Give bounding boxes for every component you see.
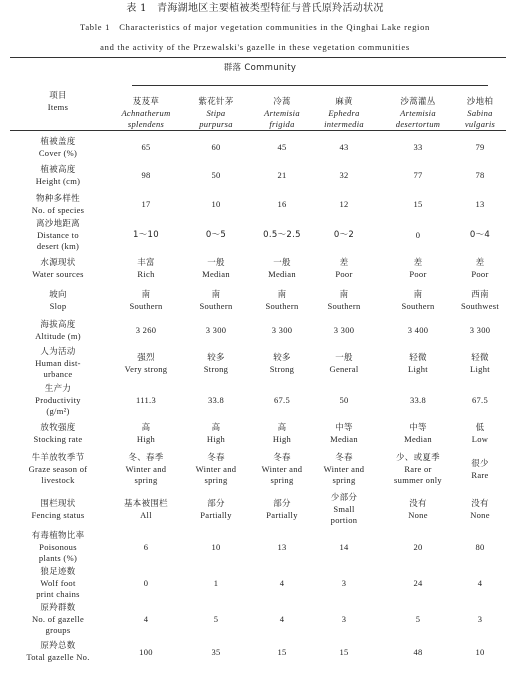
row-label [4, 567, 112, 600]
row-label-line: 离沙地距离 [35, 219, 80, 229]
row-label [4, 194, 112, 216]
table-cell-line: spring [270, 475, 294, 485]
table-cell-line: 67.5 [471, 395, 489, 405]
table-cell-line: Winter and [323, 464, 365, 474]
row-label-line: (g/m²) [46, 406, 70, 416]
row-label [4, 453, 112, 486]
table-cell-line: 3 400 [407, 325, 429, 335]
table-cell-line: 50 [211, 170, 221, 180]
row-label-line: 物种多样性 [35, 194, 80, 204]
table-cell-line: 3 [477, 614, 483, 624]
table-cell-line: 48 [413, 647, 423, 657]
community-underline-rule [132, 85, 488, 86]
table-cell [443, 542, 510, 553]
table-cell-line: 32 [339, 170, 349, 180]
table-cell-line: 4 [279, 614, 285, 624]
table-top-rule [10, 57, 506, 58]
table-cell-line: Poor [335, 269, 353, 279]
column-header [307, 97, 381, 130]
row-label-line: Height (cm) [35, 176, 81, 186]
table-cell-line: None [470, 510, 490, 520]
table-cell-line: Winter and [125, 464, 167, 474]
table-cell-line: 16 [277, 199, 287, 209]
row-label-line: 水源现状 [40, 258, 76, 268]
table-cell [307, 170, 381, 181]
table-cell-line: 0～5 [205, 230, 227, 240]
row-label-line: 坡向 [49, 290, 67, 300]
table-cell-line: Southwest [460, 301, 500, 311]
table-cell [443, 459, 510, 481]
table-cell-line: 3 300 [205, 325, 227, 335]
row-label [4, 290, 112, 312]
table-cell-line: 15 [339, 647, 349, 657]
row-label-line: No. of species [31, 205, 85, 215]
table-cell [179, 614, 253, 625]
table-cell-line: 80 [475, 542, 485, 552]
items-header-line: Items [47, 102, 69, 112]
row-label-line: 生产力 [44, 384, 72, 394]
table-cell-line: All [140, 510, 152, 520]
table-cell-line: 45 [277, 142, 287, 152]
table-cell-line: 77 [413, 170, 423, 180]
table-cell-line: Small [333, 504, 355, 514]
table-cell-line: 很少 [471, 459, 489, 469]
table-cell-line: portion [330, 515, 358, 525]
table-cell [307, 290, 381, 312]
community-header: 群落 Community [223, 63, 297, 73]
table-cell-line: 24 [413, 578, 423, 588]
table-cell [443, 578, 510, 589]
table-cell [443, 290, 510, 312]
table-cell [179, 647, 253, 658]
table-cell [179, 453, 253, 486]
table-cell-line: Light [470, 364, 490, 374]
column-header-line: splendens [127, 119, 165, 129]
table-cell [109, 170, 183, 181]
table-cell-line: 3 300 [469, 325, 491, 335]
table-title-zh: 表 1 青海湖地区主要植被类型特征与普氏原羚活动状况 [126, 3, 384, 14]
table-cell-line: 3 [341, 614, 347, 624]
table-cell [307, 258, 381, 280]
row-label-line: Poisonous [39, 542, 77, 552]
table-cell-line: 冬、春季 [128, 453, 164, 463]
row-label-line: groups [45, 625, 71, 635]
table-cell-line: None [408, 510, 428, 520]
table-cell [307, 325, 381, 336]
table-cell-line: 1～10 [133, 230, 159, 240]
row-label-line: 原羚群数 [40, 603, 76, 613]
row-label [4, 641, 112, 663]
row-label-line: 狼足迹数 [40, 567, 76, 577]
row-label-line: 植被盖度 [40, 137, 76, 147]
column-header-line: vulgaris [464, 119, 496, 129]
table-cell-line: 轻微 [409, 353, 427, 363]
column-header [443, 97, 510, 130]
row-label-line: Fencing status [31, 510, 85, 520]
table-cell-line: 21 [277, 170, 287, 180]
row-label-line: 人为活动 [40, 347, 76, 357]
table-cell-line: 0～4 [469, 230, 491, 240]
table-cell-line: 南 [277, 290, 287, 300]
table-cell-line: 17 [141, 199, 151, 209]
table-cell-line: 1 [213, 578, 219, 588]
table-cell-line: 0～2 [333, 230, 355, 240]
table-cell-line: Very strong [124, 364, 168, 374]
row-label-line: Total gazelle No. [26, 652, 90, 662]
table-caption [0, 2, 510, 54]
table-cell [443, 258, 510, 280]
column-header-line: purpursa [199, 119, 233, 129]
table-cell-line: 丰富 [137, 258, 155, 268]
table-cell [109, 325, 183, 336]
table-cell [443, 353, 510, 375]
table-cell-line: High [272, 434, 292, 444]
table-cell [307, 542, 381, 553]
table-cell-line: 部分 [273, 499, 291, 509]
column-header-line: Achnatherum [121, 108, 171, 118]
row-label [4, 347, 112, 380]
row-label-line: Water sources [32, 269, 84, 279]
table-cell-line: 高 [141, 423, 151, 433]
table-cell-line: Southern [199, 301, 233, 311]
table-cell-line: 14 [339, 542, 349, 552]
table-cell [179, 395, 253, 406]
table-cell-line: 3 260 [135, 325, 157, 335]
row-label-line: 放牧强度 [40, 423, 76, 433]
table-cell-line: 差 [413, 258, 423, 268]
table-cell-line: 4 [143, 614, 149, 624]
column-header-line: 冷蒿 [273, 97, 291, 107]
row-label-line: Distance to [37, 230, 79, 240]
table-cell-line: 33.8 [207, 395, 225, 405]
table-cell-line: 少部分 [330, 493, 358, 503]
table-cell-line: 部分 [207, 499, 225, 509]
row-label [4, 320, 112, 342]
table-cell-line: 5 [213, 614, 219, 624]
table-cell-line: Southern [401, 301, 435, 311]
table-cell-line: 12 [339, 199, 349, 209]
column-header-line: frigida [269, 119, 295, 129]
table-cell-line: 低 [475, 423, 485, 433]
table-cell-line: 78 [475, 170, 485, 180]
column-header [179, 97, 253, 130]
row-label [4, 219, 112, 252]
column-header-line: desertortum [395, 119, 441, 129]
table-cell-line: 15 [413, 199, 423, 209]
table-cell [443, 395, 510, 406]
table-cell-line: 111.3 [136, 395, 156, 405]
table-cell-line: Winter and [195, 464, 237, 474]
table-cell-line: Light [408, 364, 428, 374]
table-cell [443, 499, 510, 521]
table-cell-line: 没有 [409, 499, 427, 509]
row-label-line: Graze season of [28, 464, 88, 474]
table-cell-line: 较多 [207, 353, 225, 363]
table-cell-line: 冬春 [335, 453, 353, 463]
table-cell-line: summer only [394, 475, 442, 485]
table-cell-line: 基本被围栏 [123, 499, 168, 509]
table-cell-line: 较多 [273, 353, 291, 363]
row-label-line: No. of gazelle [31, 614, 85, 624]
table-cell [443, 423, 510, 445]
table-cell [109, 290, 183, 312]
column-header-line: Artemisia [264, 108, 300, 118]
table-cell-line: 43 [339, 142, 349, 152]
table-cell-line: 一般 [335, 353, 353, 363]
table-cell-line: 98 [141, 170, 151, 180]
row-label [4, 258, 112, 280]
row-label [4, 423, 112, 445]
table-cell-line: 50 [339, 395, 349, 405]
table-cell-line: 0.5～2.5 [263, 230, 301, 240]
row-label-line: Cover (%) [38, 148, 78, 158]
column-header-line: 沙蒿灌丛 [400, 97, 436, 107]
table-cell-line: 33 [413, 142, 423, 152]
table-title-en-line1: Table 1 Characteristics of major vegetation communities in the Qinghai Lake region [80, 22, 430, 32]
table-cell-line: Strong [203, 364, 229, 374]
column-header-line: Sabina [467, 108, 493, 118]
table-cell-line: spring [134, 475, 158, 485]
row-label [4, 137, 112, 159]
table-cell [307, 453, 381, 486]
table-cell-line: 冬春 [207, 453, 225, 463]
table-cell [109, 614, 183, 625]
table-cell [307, 578, 381, 589]
table-cell-line: 轻微 [471, 353, 489, 363]
row-label-line: Stocking rate [33, 434, 83, 444]
table-cell [109, 647, 183, 658]
row-label-line: desert (km) [36, 241, 80, 251]
table-cell [109, 423, 183, 445]
table-cell [179, 353, 253, 375]
table-cell-line: 100 [139, 647, 153, 657]
row-label-line: print chains [36, 589, 80, 599]
table-cell-line: 4 [279, 578, 285, 588]
row-label-line: 海拔高度 [40, 320, 76, 330]
table-cell [443, 230, 510, 241]
table-cell-line: 西南 [471, 290, 489, 300]
table-cell-line: Median [404, 434, 432, 444]
table-cell [307, 230, 381, 241]
column-header [109, 97, 183, 130]
table-cell-line: Southern [129, 301, 163, 311]
table-cell-line: Rich [137, 269, 155, 279]
table-cell [109, 499, 183, 521]
row-label [4, 531, 112, 564]
table-cell [307, 353, 381, 375]
table-cell [109, 258, 183, 280]
table-cell-line: Low [471, 434, 489, 444]
table-cell [179, 142, 253, 153]
header-bottom-rule [10, 130, 506, 131]
table-cell-line: Poor [409, 269, 427, 279]
row-label-line: Wolf foot [40, 578, 76, 588]
table-cell-line: 4 [477, 578, 483, 588]
table-cell-line: Median [268, 269, 296, 279]
table-cell-line: 南 [339, 290, 349, 300]
row-label-line: 牛羊放牧季节 [31, 453, 85, 463]
table-cell [179, 499, 253, 521]
table-cell [307, 199, 381, 210]
table-cell-line: Strong [269, 364, 295, 374]
table-cell [179, 170, 253, 181]
table-cell [109, 542, 183, 553]
table-cell [307, 647, 381, 658]
row-label-line: 围栏现状 [40, 499, 76, 509]
column-header-line: 麻黄 [335, 97, 353, 107]
row-label-line: livestock [41, 475, 75, 485]
table-cell-line: 60 [211, 142, 221, 152]
table-cell-line: 冬春 [273, 453, 291, 463]
table-cell-line: High [136, 434, 156, 444]
table-cell [307, 395, 381, 406]
row-label-line: 有毒植物比率 [31, 531, 85, 541]
table-cell [109, 395, 183, 406]
table-cell-line: spring [332, 475, 356, 485]
row-label [4, 384, 112, 417]
table-cell-line: 15 [277, 647, 287, 657]
table-cell-line: 3 [341, 578, 347, 588]
table-cell-line: 0 [415, 230, 421, 240]
column-header-line: Stipa [206, 108, 226, 118]
table-cell-line: 33.8 [409, 395, 427, 405]
table-cell [109, 230, 183, 241]
table-cell [179, 423, 253, 445]
table-cell-line: 5 [415, 614, 421, 624]
column-header-line: intermedia [324, 119, 364, 129]
row-label-line: 原羚总数 [40, 641, 76, 651]
table-cell [307, 423, 381, 445]
table-cell [179, 258, 253, 280]
table-cell [109, 453, 183, 486]
table-cell [443, 142, 510, 153]
table-cell [179, 290, 253, 312]
table-cell-line: Partially [200, 510, 232, 520]
table-cell-line: 67.5 [273, 395, 291, 405]
table-cell-line: 南 [413, 290, 423, 300]
table-title-en-line2: and the activity of the Przewalski's gazelle in these vegetation communities [100, 42, 410, 52]
table-cell [443, 647, 510, 658]
table-cell [179, 199, 253, 210]
table-cell-line: 少、或夏季 [395, 453, 440, 463]
row-label-line: Productivity [35, 395, 81, 405]
table-cell-line: Southern [265, 301, 299, 311]
table-cell-line: 65 [141, 142, 151, 152]
table-cell [109, 199, 183, 210]
table-cell [179, 542, 253, 553]
table-cell-line: 10 [211, 542, 221, 552]
table-cell-line: Partially [266, 510, 298, 520]
table-cell-line: spring [204, 475, 228, 485]
column-header-line: 芨芨草 [132, 97, 160, 107]
table-cell-line: 没有 [471, 499, 489, 509]
table-cell-line: 35 [211, 647, 221, 657]
table-cell [443, 199, 510, 210]
table-cell-line: 一般 [207, 258, 225, 268]
table-cell [307, 614, 381, 625]
table-cell [443, 614, 510, 625]
table-cell-line: 一般 [273, 258, 291, 268]
table-cell [179, 325, 253, 336]
table-cell-line: 13 [475, 199, 485, 209]
row-label-line: 植被高度 [40, 165, 76, 175]
table-cell-line: 高 [211, 423, 221, 433]
row-label [4, 499, 112, 521]
table-cell-line: 3 300 [271, 325, 293, 335]
table-cell [109, 353, 183, 375]
table-cell-line: High [206, 434, 226, 444]
table-cell [307, 142, 381, 153]
table-cell-line: 强烈 [137, 353, 155, 363]
table-cell-line: 南 [211, 290, 221, 300]
table-cell-line: 79 [475, 142, 485, 152]
table-cell-line: Median [330, 434, 358, 444]
table-cell-line: 3 300 [333, 325, 355, 335]
table-cell-line: Rare or [404, 464, 432, 474]
column-header-line: Ephedra [328, 108, 360, 118]
column-header-line: 沙地柏 [466, 97, 494, 107]
row-label [4, 603, 112, 636]
table-cell [443, 170, 510, 181]
row-label-line: urbance [43, 369, 73, 379]
table-cell-line: 20 [413, 542, 423, 552]
table-cell-line: 10 [475, 647, 485, 657]
table-cell-line: 差 [339, 258, 349, 268]
column-header-line: 紫花针茅 [198, 97, 234, 107]
table-cell-line: Southern [327, 301, 361, 311]
table-cell-line: 差 [475, 258, 485, 268]
table-cell-line: Poor [471, 269, 489, 279]
table-cell-line: General [329, 364, 359, 374]
items-header-line: 项目 [49, 91, 67, 101]
table-cell-line: 0 [143, 578, 149, 588]
table-cell-line: 6 [143, 542, 149, 552]
table-cell-line: 南 [141, 290, 151, 300]
table-cell-line: Winter and [261, 464, 303, 474]
table-cell-line: 中等 [409, 423, 427, 433]
table-cell-line: 高 [277, 423, 287, 433]
table-cell-line: Rare [471, 470, 489, 480]
table-cell [109, 578, 183, 589]
row-label-line: plants (%) [38, 553, 78, 563]
table-cell-line: 中等 [335, 423, 353, 433]
table-cell [109, 142, 183, 153]
row-label-line: Human dist- [35, 358, 81, 368]
table-cell-line: 13 [277, 542, 287, 552]
table-cell [443, 325, 510, 336]
row-label-line: Slop [49, 301, 67, 311]
items-header [4, 91, 112, 113]
row-label-line: Altitude (m) [35, 331, 81, 341]
table-cell [179, 578, 253, 589]
table-cell-line: Median [202, 269, 230, 279]
table-cell-line: 10 [211, 199, 221, 209]
table-cell [307, 493, 381, 526]
table-cell [179, 230, 253, 241]
row-label [4, 165, 112, 187]
column-header-line: Artemisia [400, 108, 436, 118]
